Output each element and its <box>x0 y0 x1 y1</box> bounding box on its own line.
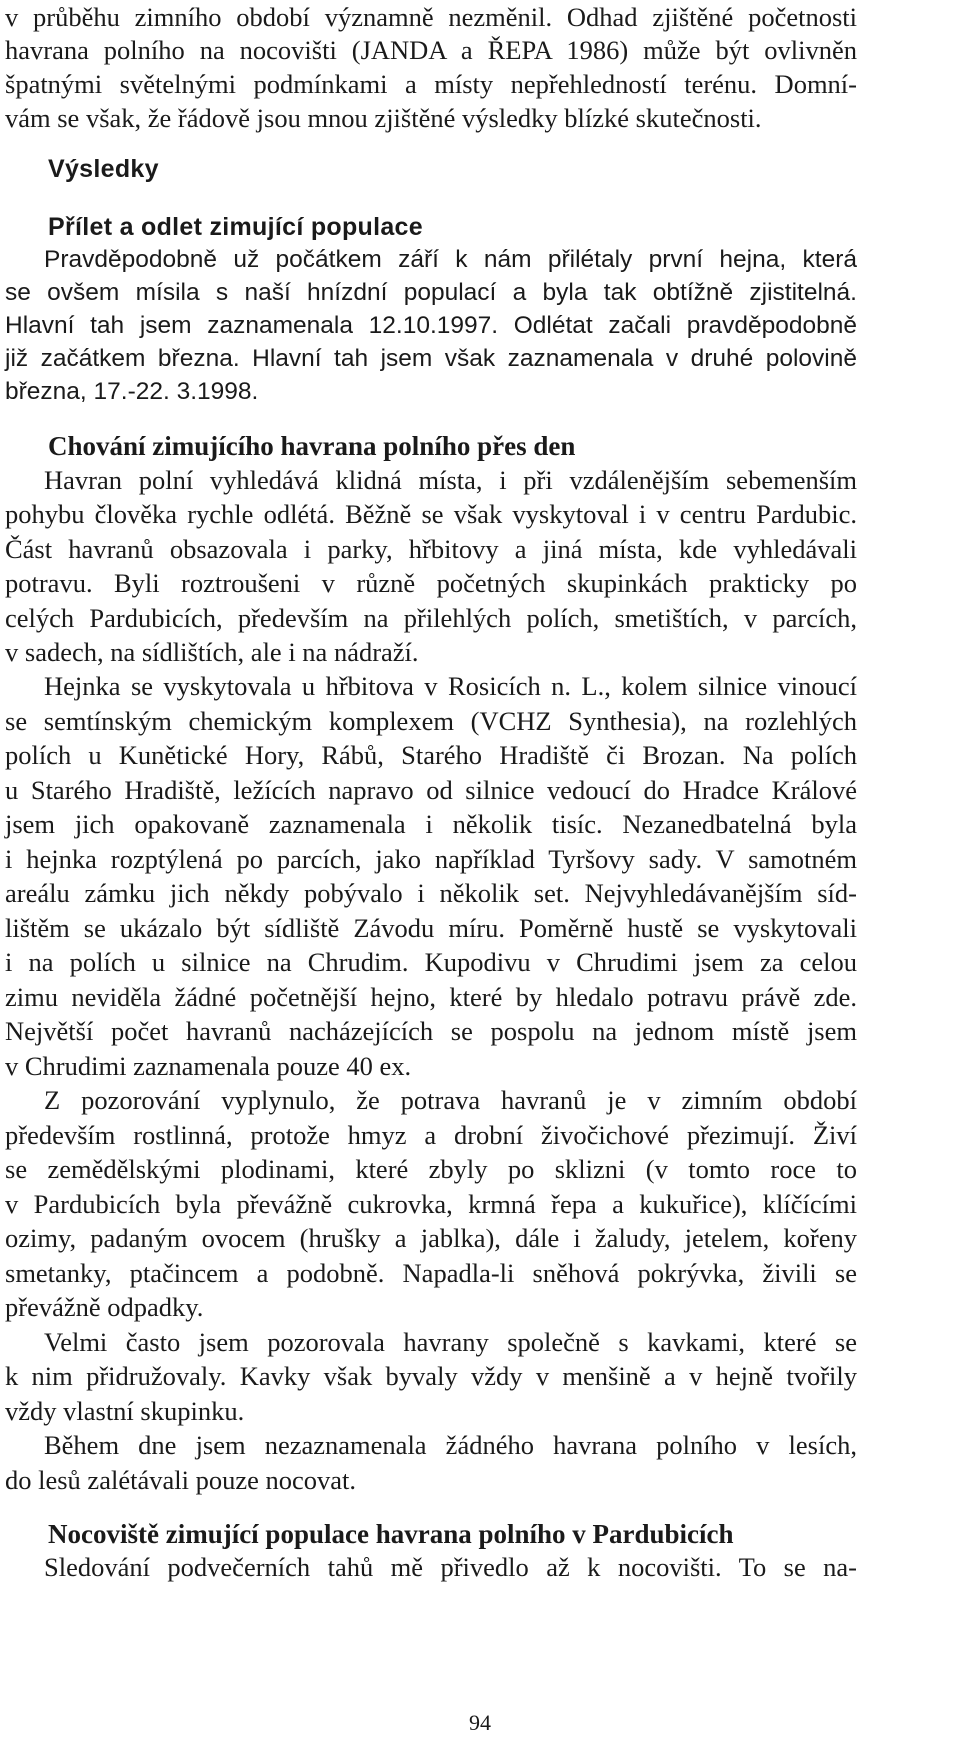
text-line: celých Pardubicích, především na přilehlých polích, smetištích, v parcích, <box>5 603 857 633</box>
text-line: se ovšem mísila s naší hnízdní populací a byla tak obtížně zjistitelná. <box>5 279 857 306</box>
text-line: převážně odpadky. <box>5 1292 204 1322</box>
text-line: polích u Kunětické Hory, Rábů, Starého Hradiště či Brozan. Na polích <box>5 740 857 770</box>
text-line: v Chrudimi zaznamenala pouze 40 ex. <box>5 1051 412 1081</box>
text-line: špatnými světelnými podmínkami a místy nepřehledností terénu. Domní- <box>5 69 857 99</box>
text-line: Z pozorování vyplynulo, že potrava havranů je v zimním období <box>44 1085 857 1115</box>
text-line: ozimy, padaným ovocem (hrušky a jablka), dále i žaludy, jetelem, kořeny <box>5 1223 857 1253</box>
text-line: Během dne jsem nezaznamenala žádného havrana polního v lesích, <box>44 1430 857 1460</box>
text-line: i na polích u silnice na Chrudim. Kupodivu v Chrudimi jsem za celou <box>5 947 857 977</box>
text-line: pohybu člověka rychle odlétá. Běžně se však vyskytoval i v centru Pardubic. <box>5 499 857 529</box>
subsection-heading: Přílet a odlet zimující populace <box>48 213 423 241</box>
text-line: vám se však, že řádově jsou mnou zjištěné výsledky blízké skutečnosti. <box>5 103 762 133</box>
text-line: do lesů zalétávali pouze nocovat. <box>5 1465 356 1495</box>
page-number: 94 <box>469 1710 491 1735</box>
section-heading: Výsledky <box>48 155 159 183</box>
text-line: Největší počet havranů nacházejících se pospolu na jednom místě jsem <box>5 1016 857 1046</box>
text-line: března, 17.-22. 3.1998. <box>5 378 259 405</box>
text-line: u Starého Hradiště, ležících napravo od silnice vedoucí do Hradce Králové <box>5 775 857 805</box>
text-line: havrana polního na nocovišti (JANDA a ŘEPA 1986) může být ovlivněn <box>5 35 857 65</box>
text-line: smetanky, ptačincem a podobně. Napadla-li sněhová pokrývka, živili se <box>5 1258 857 1288</box>
text-line: Hejnka se vyskytovala u hřbitova v Rosicích n. L., kolem silnice vinoucí <box>44 671 857 701</box>
text-line: Hlavní tah jsem zaznamenala 12.10.1997. Odlétat začali pravděpodobně <box>5 312 857 339</box>
subsection-heading: Nocoviště zimující populace havrana polního v Pardubicích <box>48 1519 734 1549</box>
text-line: potravu. Byli roztroušeni v různě početných skupinkách prakticky po <box>5 568 857 598</box>
text-line: Sledování podvečerních tahů mě přivedlo až k nocovišti. To se na- <box>44 1552 857 1582</box>
text-line: areálu zámku jich někdy pobývalo i několik set. Nejvyhledávanějším síd- <box>5 878 857 908</box>
text-line: již začátkem března. Hlavní tah jsem však zaznamenala v druhé polovině <box>5 345 857 372</box>
text-line: v průběhu zimního období významně nezměnil. Odhad zjištěné početnosti <box>5 2 857 32</box>
text-line: i hejnka rozptýlená po parcích, jako například Tyršovy sady. V samotném <box>5 844 857 874</box>
text-line: především rostlinná, protože hmyz a drobní živočichové přezimují. Živí <box>5 1120 857 1150</box>
text-line: se semtínským chemickým komplexem (VCHZ Synthesia), na rozlehlých <box>5 706 857 736</box>
text-line: Velmi často jsem pozorovala havrany společně s kavkami, které se <box>44 1327 857 1357</box>
text-line: v Pardubicích byla převážně cukrovka, krmná řepa a kukuřice), klíčícími <box>5 1189 857 1219</box>
text-line: Pravděpodobně už počátkem září k nám přilétaly první hejna, která <box>44 246 857 273</box>
subsection-heading: Chování zimujícího havrana polního přes den <box>48 431 576 461</box>
text-line: lištěm se ukázalo být sídliště Závodu míru. Poměrně hustě se vyskytovali <box>5 913 857 943</box>
text-line: jsem jich opakovaně zaznamenala i několik tisíc. Nezanedbatelná byla <box>5 809 857 839</box>
text-line: vždy vlastní skupinku. <box>5 1396 245 1426</box>
text-line: se zemědělskými plodinami, které zbyly po sklizni (v tomto roce to <box>5 1154 857 1184</box>
text-line: zimu neviděla žádné početnější hejno, které by hledalo potravu právě zde. <box>5 982 857 1012</box>
text-line: v sadech, na sídlištích, ale i na nádraží. <box>5 637 419 667</box>
text-line: k nim přidružovaly. Kavky však byvaly vždy v menšině a v hejně tvořily <box>5 1361 857 1391</box>
text-line: Havran polní vyhledává klidná místa, i při vzdálenějším sebemenším <box>44 465 857 495</box>
text-line: Část havranů obsazovala i parky, hřbitovy a jiná místa, kde vyhledávali <box>5 534 857 564</box>
